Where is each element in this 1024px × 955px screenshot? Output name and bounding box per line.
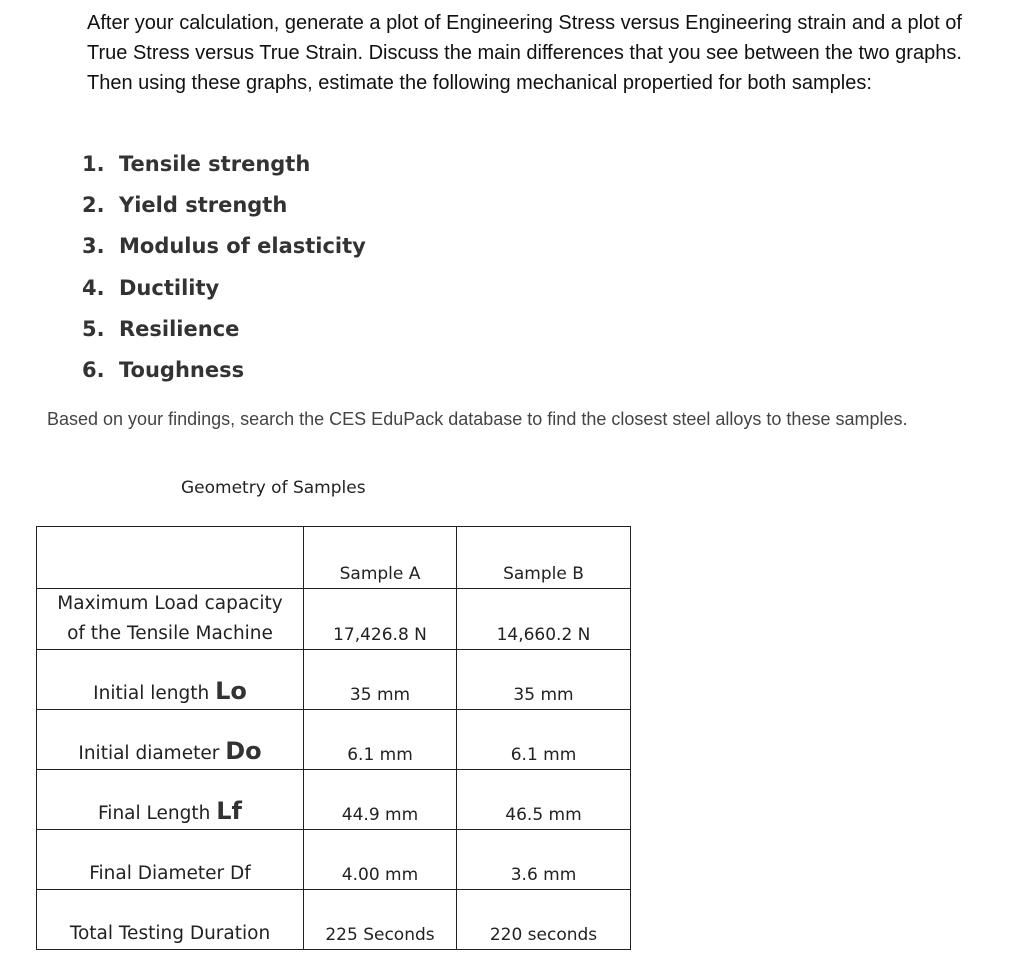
properties-list bbox=[82, 146, 366, 393]
label-text: Total Testing Duration bbox=[69, 923, 271, 944]
row-label-initial-diameter bbox=[37, 710, 304, 770]
intro-paragraph: After your calculation, generate a plot of Engineering Stress versus Engineering strain and a plot of True Stress versus True Strain. Discuss the main differences that you see between the two graphs. Then using these graphs, estimate the following mechanical propertied for both samples: bbox=[87, 12, 962, 94]
cell-sample-b bbox=[457, 650, 631, 710]
table-row bbox=[37, 589, 631, 650]
label-symbol: Do bbox=[225, 737, 262, 765]
label-line: of the Tensile Machine bbox=[67, 623, 273, 644]
table-row bbox=[37, 710, 631, 770]
header-sample-a: Sample A bbox=[304, 527, 457, 589]
list-item bbox=[82, 228, 366, 269]
cell-value: 35 mm bbox=[513, 685, 574, 705]
table-row bbox=[37, 650, 631, 710]
list-number: 5. bbox=[82, 316, 105, 341]
label-text: Initial length bbox=[93, 683, 210, 704]
cell-sample-b bbox=[457, 890, 631, 950]
cell-value: 225 Seconds bbox=[325, 925, 435, 945]
row-label-final-diameter bbox=[37, 830, 304, 890]
list-label: Yield strength bbox=[119, 193, 288, 218]
cell-value: 17,426.8 N bbox=[333, 625, 427, 645]
row-label-initial-length bbox=[37, 650, 304, 710]
cell-value: 6.1 mm bbox=[510, 745, 577, 765]
list-label: Tensile strength bbox=[119, 152, 311, 176]
cell-sample-b bbox=[457, 770, 631, 830]
table-row bbox=[37, 830, 631, 890]
cell-value: 35 mm bbox=[349, 685, 411, 705]
geometry-table bbox=[36, 526, 631, 950]
table-row bbox=[37, 890, 631, 950]
cell-value: 46.5 mm bbox=[505, 805, 582, 825]
label-text: Final Diameter Df bbox=[89, 863, 251, 884]
cell-value: 4.00 mm bbox=[341, 865, 419, 885]
label-symbol: Lo bbox=[215, 677, 247, 705]
search-instruction: Based on your findings, search the CES EduPack database to find the closest steel alloys to these samples. bbox=[47, 409, 908, 429]
cell-sample-a bbox=[304, 830, 457, 890]
list-number: 4. bbox=[82, 275, 105, 300]
table-header-row bbox=[37, 527, 631, 589]
list-label: Ductility bbox=[119, 275, 220, 300]
cell-sample-b bbox=[457, 710, 631, 770]
cell-sample-a bbox=[304, 589, 457, 650]
list-label: Toughness bbox=[119, 357, 245, 382]
cell-value: 6.1 mm bbox=[347, 745, 413, 765]
cell-value: 220 seconds bbox=[489, 925, 598, 945]
cell-sample-a bbox=[304, 710, 457, 770]
cell-sample-a bbox=[304, 770, 457, 830]
list-label: Resilience bbox=[119, 316, 240, 341]
label-line: Maximum Load capacity bbox=[57, 593, 283, 614]
cell-value: 44.9 mm bbox=[341, 805, 419, 825]
row-label-max-load bbox=[37, 589, 304, 650]
list-number: 2. bbox=[82, 193, 105, 218]
cell-sample-b bbox=[457, 589, 631, 650]
list-item bbox=[82, 146, 366, 187]
header-sample-b: Sample B bbox=[457, 527, 631, 589]
list-item bbox=[82, 187, 366, 228]
list-number: 6. bbox=[82, 357, 105, 382]
cell-sample-b bbox=[457, 830, 631, 890]
label-text: Final Length bbox=[98, 803, 211, 824]
table-caption: Geometry of Samples bbox=[181, 478, 366, 498]
cell-sample-a bbox=[304, 650, 457, 710]
list-item bbox=[82, 311, 366, 352]
row-label-testing-duration bbox=[37, 890, 304, 950]
cell-sample-a bbox=[304, 890, 457, 950]
header-empty-cell bbox=[37, 527, 304, 589]
list-item bbox=[82, 270, 366, 311]
list-number: 1. bbox=[82, 152, 105, 176]
cell-value: 3.6 mm bbox=[510, 865, 577, 885]
list-label: Modulus of elasticity bbox=[119, 234, 366, 259]
label-text: Initial diameter bbox=[78, 743, 220, 764]
table-row bbox=[37, 770, 631, 830]
list-number: 3. bbox=[82, 234, 105, 259]
list-item bbox=[82, 352, 366, 393]
cell-value: 14,660.2 N bbox=[496, 625, 591, 645]
label-symbol: Lf bbox=[216, 797, 242, 825]
row-label-final-length bbox=[37, 770, 304, 830]
